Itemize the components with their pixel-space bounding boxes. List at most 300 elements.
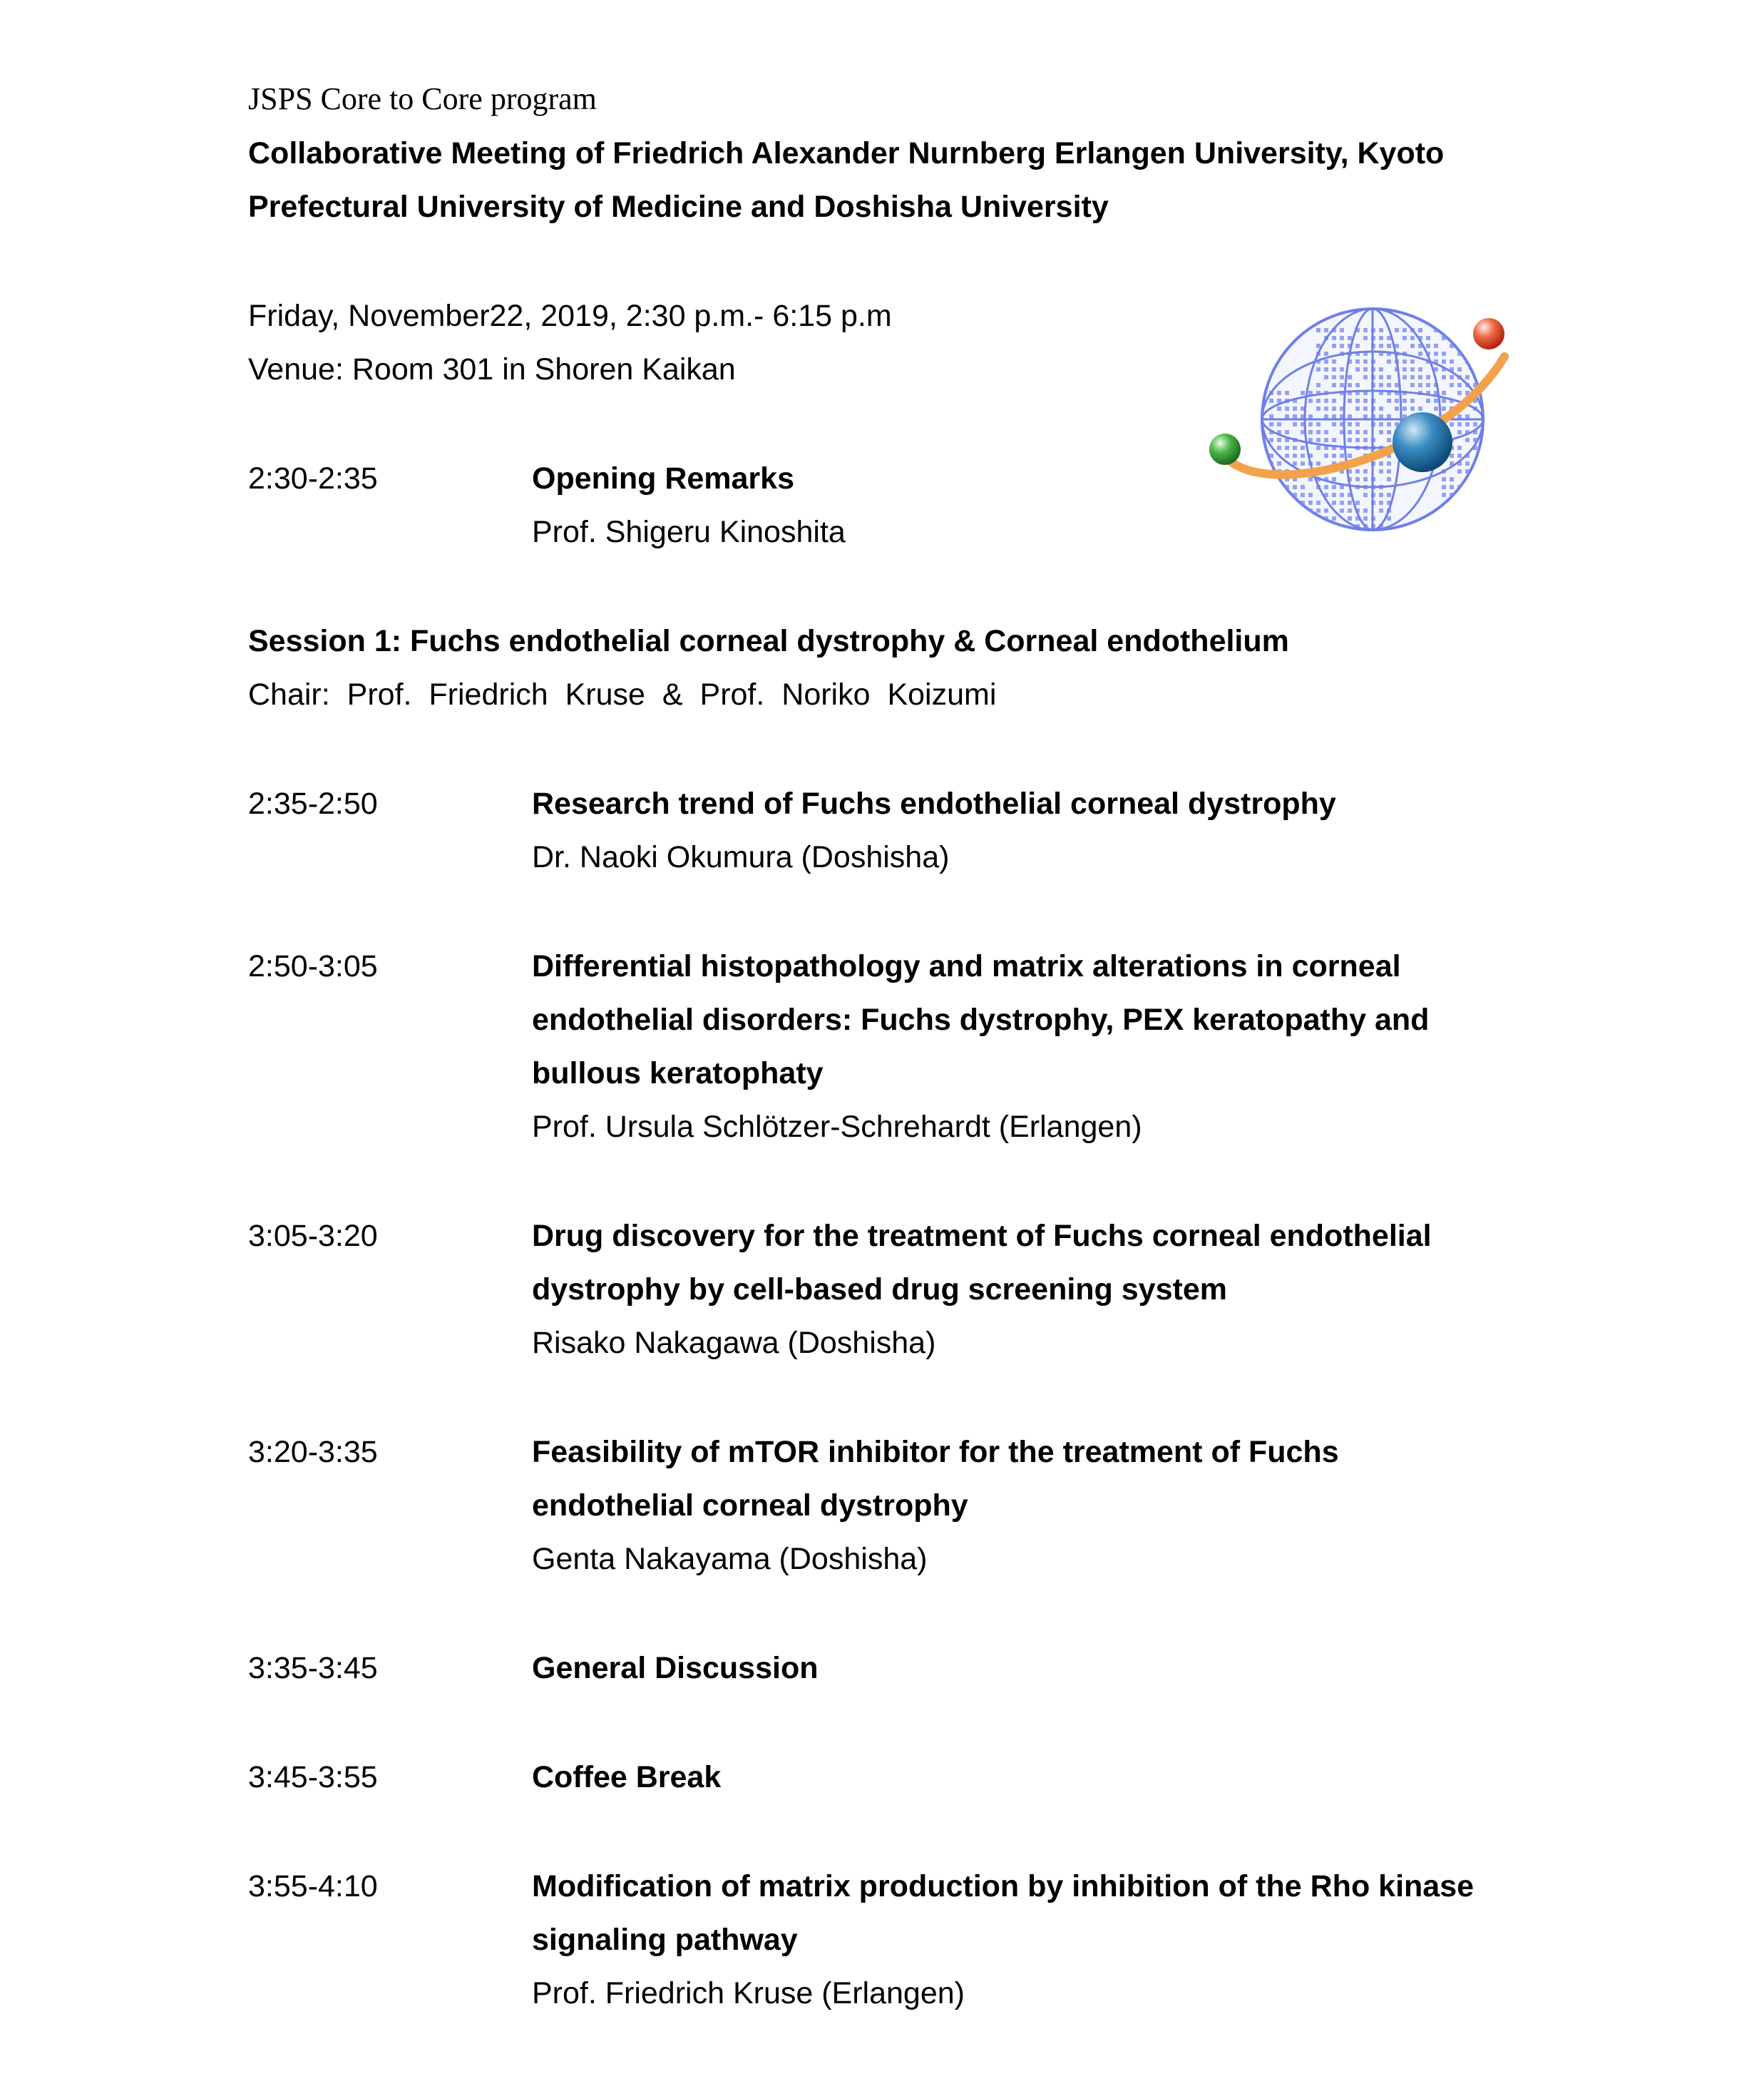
globe-grid-dot — [1410, 359, 1415, 364]
globe-grid-dot — [1465, 414, 1470, 419]
globe-grid-dot — [1293, 485, 1297, 489]
globe-grid-dot — [1301, 446, 1305, 450]
meeting-title-line-2: Prefectural University of Medicine and Doshisha University — [248, 190, 1109, 224]
globe-grid-dot — [1324, 414, 1328, 419]
globe-grid-dot — [1395, 328, 1399, 332]
globe-grid-dot — [1465, 469, 1470, 474]
globe-grid-dot — [1316, 524, 1321, 528]
globe-grid-dot — [1379, 414, 1383, 419]
globe-grid-dot — [1481, 469, 1485, 474]
globe-grid-dot — [1387, 414, 1391, 419]
globe-grid-dot — [1434, 352, 1438, 356]
globe-grid-dot — [1387, 516, 1391, 521]
globe-grid-dot — [1301, 524, 1305, 528]
globe-grid-dot — [1434, 407, 1438, 411]
globe-with-orbit-logo — [1205, 300, 1533, 535]
globe-grid-dot — [1473, 477, 1477, 481]
globe-grid-dot — [1332, 336, 1336, 340]
globe-grid-dot — [1324, 485, 1328, 489]
globe-grid-dot — [1363, 336, 1368, 340]
globe-grid-dot — [1316, 430, 1321, 434]
globe-grid-dot — [1332, 493, 1336, 497]
session-1-header — [248, 615, 1546, 722]
globe-grid-dot — [1450, 328, 1454, 332]
globe-grid-dot — [1277, 407, 1281, 411]
globe-grid-dot — [1293, 461, 1297, 466]
globe-grid-dot — [1450, 501, 1454, 505]
agenda-list — [248, 777, 1546, 2020]
globe-grid-dot — [1332, 399, 1336, 403]
session-chair: Chair: Prof. Friedrich Kruse & Prof. Noriko Koizumi — [248, 678, 997, 712]
globe-grid-dot — [1340, 493, 1344, 497]
globe-grid-dot — [1324, 352, 1328, 356]
globe-grid-dot — [1308, 399, 1313, 403]
globe-grid-dot — [1418, 367, 1422, 372]
session-title: Session 1: Fuchs endothelial corneal dystrophy & Corneal endothelium — [248, 624, 1289, 658]
meeting-venue: Venue: Room 301 in Shoren Kaikan — [248, 352, 736, 387]
globe-grid-dot — [1277, 516, 1281, 521]
globe-grid-dot — [1285, 446, 1289, 450]
agenda-time: 3:35-3:45 — [248, 1651, 378, 1685]
globe-grid-dot — [1269, 516, 1273, 521]
globe-grid-dot — [1418, 328, 1422, 332]
globe-grid-dot — [1457, 469, 1462, 474]
globe-grid-dot — [1316, 438, 1321, 442]
globe-grid-dot — [1293, 516, 1297, 521]
globe-grid-dot — [1410, 344, 1415, 348]
globe-grid-dot — [1442, 391, 1446, 395]
agenda-title-line: Modification of matrix production by inhibition of the Rho kinase — [532, 1869, 1475, 1903]
agenda-title-line: bullous keratophaty — [532, 1056, 824, 1090]
globe-grid-dot — [1465, 516, 1470, 521]
globe-grid-dot — [1277, 461, 1281, 466]
agenda-title-line: Research trend of Fuchs endothelial corneal dystrophy — [532, 787, 1336, 821]
globe-grid-dot — [1481, 516, 1485, 521]
globe-grid-dot — [1355, 501, 1360, 505]
globe-grid-dot — [1387, 477, 1391, 481]
globe-grid-dot — [1316, 367, 1321, 372]
agenda-title: Opening Remarks — [532, 461, 794, 496]
globe-icon — [1262, 309, 1485, 530]
globe-grid-dot — [1426, 344, 1430, 348]
globe-grid-dot — [1481, 477, 1485, 481]
globe-grid-dot — [1332, 485, 1336, 489]
program-name: JSPS Core to Core program — [248, 81, 597, 116]
globe-grid-dot — [1410, 399, 1415, 403]
globe-grid-dot — [1332, 383, 1336, 387]
agenda-speaker: Dr. Naoki Okumura (Doshisha) — [532, 840, 950, 874]
agenda-time: 3:05-3:20 — [248, 1219, 378, 1253]
globe-grid-dot — [1316, 399, 1321, 403]
globe-grid-dot — [1473, 359, 1477, 364]
globe-grid-dot — [1457, 367, 1462, 372]
globe-grid-dot — [1395, 407, 1399, 411]
globe-grid-dot — [1348, 501, 1352, 505]
globe-grid-dot — [1316, 501, 1321, 505]
globe-grid-dot — [1332, 414, 1336, 419]
globe-grid-dot — [1363, 469, 1368, 474]
globe-grid-dot — [1316, 383, 1321, 387]
globe-grid-dot — [1473, 422, 1477, 426]
agenda-item — [248, 1860, 1546, 2020]
globe-grid-dot — [1379, 375, 1383, 379]
globe-grid-dot — [1269, 414, 1273, 419]
agenda-title-line: Feasibility of mTOR inhibitor for the treatment of Fuchs — [532, 1435, 1339, 1469]
green-sphere-icon — [1209, 434, 1241, 465]
globe-grid-dot — [1363, 414, 1368, 419]
globe-grid-dot — [1481, 524, 1485, 528]
globe-grid-dot — [1355, 430, 1360, 434]
agenda-title-line: General Discussion — [532, 1651, 819, 1685]
globe-grid-dot — [1379, 336, 1383, 340]
globe-grid-dot — [1285, 524, 1289, 528]
globe-grid-dot — [1285, 454, 1289, 458]
globe-grid-dot — [1355, 399, 1360, 403]
globe-grid-dot — [1473, 524, 1477, 528]
globe-grid-dot — [1387, 438, 1391, 442]
globe-grid-dot — [1426, 383, 1430, 387]
globe-grid-dot — [1363, 438, 1368, 442]
globe-grid-dot — [1324, 430, 1328, 434]
globe-grid-dot — [1308, 430, 1313, 434]
globe-grid-dot — [1457, 430, 1462, 434]
agenda-time: 3:45-3:55 — [248, 1760, 378, 1794]
globe-grid-dot — [1277, 446, 1281, 450]
globe-grid-dot — [1465, 461, 1470, 466]
globe-grid-dot — [1379, 501, 1383, 505]
globe-grid-dot — [1465, 508, 1470, 513]
globe-grid-dot — [1293, 422, 1297, 426]
globe-grid-dot — [1473, 352, 1477, 356]
globe-grid-dot — [1340, 508, 1344, 513]
globe-grid-dot — [1410, 383, 1415, 387]
globe-grid-dot — [1277, 524, 1281, 528]
globe-grid-dot — [1363, 375, 1368, 379]
globe-grid-dot — [1301, 508, 1305, 513]
globe-grid-dot — [1301, 454, 1305, 458]
globe-grid-dot — [1363, 367, 1368, 372]
globe-grid-dot — [1387, 344, 1391, 348]
agenda-speaker: Prof. Ursula Schlötzer-Schrehardt (Erlangen) — [532, 1110, 1142, 1144]
globe-grid-dot — [1363, 508, 1368, 513]
globe-grid-dot — [1269, 422, 1273, 426]
globe-grid-dot — [1410, 367, 1415, 372]
globe-grid-dot — [1324, 328, 1328, 332]
globe-grid-dot — [1465, 422, 1470, 426]
agenda-item — [248, 1751, 1546, 1804]
globe-grid-dot — [1418, 375, 1422, 379]
globe-grid-dot — [1293, 407, 1297, 411]
globe-grid-dot — [1269, 508, 1273, 513]
globe-grid-dot — [1442, 352, 1446, 356]
globe-grid-dot — [1450, 359, 1454, 364]
globe-grid-dot — [1285, 508, 1289, 513]
globe-grid-dot — [1308, 422, 1313, 426]
globe-grid-dot — [1450, 524, 1454, 528]
globe-grid-dot — [1442, 516, 1446, 521]
globe-grid-dot — [1434, 399, 1438, 403]
globe-grid-dot — [1465, 438, 1470, 442]
globe-grid-dot — [1269, 501, 1273, 505]
globe-grid-dot — [1301, 391, 1305, 395]
globe-grid-dot — [1277, 508, 1281, 513]
globe-grid-dot — [1457, 524, 1462, 528]
globe-grid-dot — [1442, 399, 1446, 403]
globe-grid-dot — [1379, 493, 1383, 497]
globe-grid-dot — [1442, 477, 1446, 481]
globe-grid-dot — [1442, 328, 1446, 332]
globe-grid-dot — [1324, 359, 1328, 364]
globe-grid-dot — [1473, 344, 1477, 348]
globe-grid-dot — [1348, 414, 1352, 419]
globe-grid-dot — [1316, 422, 1321, 426]
globe-grid-dot — [1450, 344, 1454, 348]
globe-grid-dot — [1379, 422, 1383, 426]
globe-grid-dot — [1457, 446, 1462, 450]
globe-grid-dot — [1363, 359, 1368, 364]
globe-grid-dot — [1277, 438, 1281, 442]
globe-grid-dot — [1410, 375, 1415, 379]
globe-grid-dot — [1457, 422, 1462, 426]
globe-grid-dot — [1348, 516, 1352, 521]
globe-grid-dot — [1465, 375, 1470, 379]
globe-grid-dot — [1277, 485, 1281, 489]
globe-grid-dot — [1332, 422, 1336, 426]
globe-grid-dot — [1481, 352, 1485, 356]
globe-grid-dot — [1395, 399, 1399, 403]
globe-grid-dot — [1332, 477, 1336, 481]
globe-grid-dot — [1481, 367, 1485, 372]
globe-grid-dot — [1442, 375, 1446, 379]
globe-grid-dot — [1348, 422, 1352, 426]
agenda-time: 2:50-3:05 — [248, 949, 378, 983]
globe-grid-dot — [1442, 524, 1446, 528]
globe-grid-dot — [1442, 359, 1446, 364]
globe-grid-dot — [1465, 344, 1470, 348]
agenda-speaker: Risako Nakagawa (Doshisha) — [532, 1326, 936, 1360]
globe-grid-dot — [1355, 438, 1360, 442]
globe-grid-dot — [1473, 501, 1477, 505]
globe-grid-dot — [1332, 344, 1336, 348]
globe-grid-dot — [1387, 461, 1391, 466]
globe-grid-dot — [1293, 414, 1297, 419]
globe-grid-dot — [1473, 367, 1477, 372]
globe-grid-dot — [1332, 359, 1336, 364]
globe-grid-dot — [1332, 407, 1336, 411]
globe-grid-dot — [1457, 454, 1462, 458]
agenda-item — [248, 1426, 1546, 1586]
agenda-speaker: Prof. Shigeru Kinoshita — [532, 515, 846, 549]
globe-grid-dot — [1269, 399, 1273, 403]
globe-grid-dot — [1450, 477, 1454, 481]
agenda-title-line: endothelial disorders: Fuchs dystrophy, PEX keratopathy and — [532, 1003, 1430, 1037]
blue-sphere-icon — [1393, 412, 1452, 472]
globe-grid-dot — [1348, 399, 1352, 403]
globe-grid-dot — [1426, 336, 1430, 340]
globe-grid-dot — [1308, 438, 1313, 442]
globe-grid-dot — [1348, 438, 1352, 442]
globe-grid-dot — [1277, 391, 1281, 395]
agenda-item — [248, 1210, 1546, 1370]
globe-grid-dot — [1473, 469, 1477, 474]
globe-grid-dot — [1340, 336, 1344, 340]
globe-grid-dot — [1363, 328, 1368, 332]
globe-grid-dot — [1442, 508, 1446, 513]
meeting-date: Friday, November22, 2019, 2:30 p.m.- 6:15 p.m — [248, 299, 892, 333]
globe-grid-dot — [1355, 383, 1360, 387]
globe-grid-dot — [1387, 383, 1391, 387]
globe-grid-dot — [1285, 516, 1289, 521]
globe-grid-dot — [1340, 501, 1344, 505]
globe-grid-dot — [1379, 383, 1383, 387]
globe-grid-dot — [1293, 454, 1297, 458]
globe-grid-dot — [1348, 383, 1352, 387]
globe-grid-dot — [1387, 399, 1391, 403]
globe-grid-dot — [1410, 407, 1415, 411]
globe-grid-dot — [1379, 328, 1383, 332]
globe-grid-dot — [1387, 422, 1391, 426]
agenda-speaker: Genta Nakayama (Doshisha) — [532, 1542, 928, 1576]
globe-grid-dot — [1293, 446, 1297, 450]
globe-grid-dot — [1332, 375, 1336, 379]
globe-grid-dot — [1442, 485, 1446, 489]
globe-grid-dot — [1285, 430, 1289, 434]
globe-grid-dot — [1324, 375, 1328, 379]
globe-grid-dot — [1403, 328, 1407, 332]
globe-grid-dot — [1450, 516, 1454, 521]
globe-grid-dot — [1457, 501, 1462, 505]
globe-grid-dot — [1379, 407, 1383, 411]
globe-grid-dot — [1332, 516, 1336, 521]
globe-grid-dot — [1363, 399, 1368, 403]
red-sphere-icon — [1473, 318, 1504, 349]
globe-grid-dot — [1348, 375, 1352, 379]
globe-grid-dot — [1348, 454, 1352, 458]
globe-grid-dot — [1277, 422, 1281, 426]
globe-grid-dot — [1403, 359, 1407, 364]
agenda-title-line: Differential histopathology and matrix alterations in corneal — [532, 949, 1401, 983]
globe-grid-dot — [1403, 367, 1407, 372]
globe-grid-dot — [1426, 375, 1430, 379]
globe-grid-dot — [1308, 501, 1313, 505]
globe-grid-dot — [1442, 407, 1446, 411]
globe-grid-dot — [1363, 407, 1368, 411]
agenda-item — [248, 1642, 1546, 1695]
globe-grid-dot — [1316, 407, 1321, 411]
globe-grid-dot — [1316, 328, 1321, 332]
globe-grid-dot — [1481, 446, 1485, 450]
globe-grid-dot — [1387, 493, 1391, 497]
globe-grid-dot — [1277, 501, 1281, 505]
globe-grid-dot — [1332, 501, 1336, 505]
globe-grid-dot — [1450, 375, 1454, 379]
globe-grid-dot — [1293, 524, 1297, 528]
globe-grid-dot — [1442, 336, 1446, 340]
globe-grid-dot — [1316, 508, 1321, 513]
globe-grid-dot — [1340, 375, 1344, 379]
globe-grid-dot — [1457, 508, 1462, 513]
globe-grid-dot — [1324, 407, 1328, 411]
globe-grid-dot — [1450, 383, 1454, 387]
globe-grid-dot — [1324, 524, 1328, 528]
globe-grid-dot — [1340, 454, 1344, 458]
globe-grid-dot — [1403, 336, 1407, 340]
globe-grid-dot — [1301, 461, 1305, 466]
globe-grid-dot — [1465, 493, 1470, 497]
globe-grid-dot — [1450, 485, 1454, 489]
globe-grid-dot — [1355, 407, 1360, 411]
globe-grid-dot — [1269, 454, 1273, 458]
globe-grid-dot — [1387, 375, 1391, 379]
globe-grid-dot — [1481, 454, 1485, 458]
globe-grid-dot — [1285, 407, 1289, 411]
globe-grid-dot — [1340, 383, 1344, 387]
globe-grid-dot — [1387, 359, 1391, 364]
globe-grid-dot — [1387, 469, 1391, 474]
globe-grid-dot — [1355, 359, 1360, 364]
agenda-time: 2:35-2:50 — [248, 787, 378, 821]
globe-grid-dot — [1379, 430, 1383, 434]
globe-grid-dot — [1355, 367, 1360, 372]
globe-grid-dot — [1473, 508, 1477, 513]
globe-grid-dot — [1434, 344, 1438, 348]
globe-grid-dot — [1465, 352, 1470, 356]
globe-grid-dot — [1450, 422, 1454, 426]
globe-grid-dot — [1332, 438, 1336, 442]
globe-grid-dot — [1481, 485, 1485, 489]
globe-grid-dot — [1457, 328, 1462, 332]
globe-grid-dot — [1473, 516, 1477, 521]
globe-grid-dot — [1363, 516, 1368, 521]
globe-grid-dot — [1348, 430, 1352, 434]
globe-grid-dot — [1418, 383, 1422, 387]
globe-grid-dot — [1481, 508, 1485, 513]
globe-grid-dot — [1324, 454, 1328, 458]
globe-grid-dot — [1308, 516, 1313, 521]
globe-grid-dot — [1418, 407, 1422, 411]
globe-grid-dot — [1355, 469, 1360, 474]
globe-grid-dot — [1403, 407, 1407, 411]
globe-grid-dot — [1379, 469, 1383, 474]
globe-grid-dot — [1355, 477, 1360, 481]
globe-grid-dot — [1301, 493, 1305, 497]
globe-grid-dot — [1457, 336, 1462, 340]
globe-grid-dot — [1465, 501, 1470, 505]
agenda-item — [248, 777, 1546, 884]
globe-grid-dot — [1269, 438, 1273, 442]
globe-grid-dot — [1379, 344, 1383, 348]
agenda-time: 3:20-3:35 — [248, 1435, 378, 1469]
globe-grid-dot — [1316, 446, 1321, 450]
globe-grid-dot — [1426, 399, 1430, 403]
globe-grid-dot — [1332, 454, 1336, 458]
globe-grid-dot — [1403, 399, 1407, 403]
globe-grid-dot — [1387, 430, 1391, 434]
agenda-speaker: Prof. Friedrich Kruse (Erlangen) — [532, 1976, 965, 2010]
globe-grid-dot — [1410, 336, 1415, 340]
globe-grid-dot — [1403, 375, 1407, 379]
meeting-title-line-1: Collaborative Meeting of Friedrich Alexander Nurnberg Erlangen University, Kyoto — [248, 136, 1445, 170]
globe-grid-dot — [1481, 493, 1485, 497]
globe-grid-dot — [1324, 367, 1328, 372]
globe-grid-dot — [1324, 508, 1328, 513]
globe-grid-dot — [1285, 493, 1289, 497]
globe-grid-dot — [1481, 359, 1485, 364]
globe-grid-dot — [1285, 414, 1289, 419]
globe-grid-dot — [1324, 399, 1328, 403]
globe-grid-dot — [1355, 344, 1360, 348]
globe-grid-dot — [1324, 438, 1328, 442]
